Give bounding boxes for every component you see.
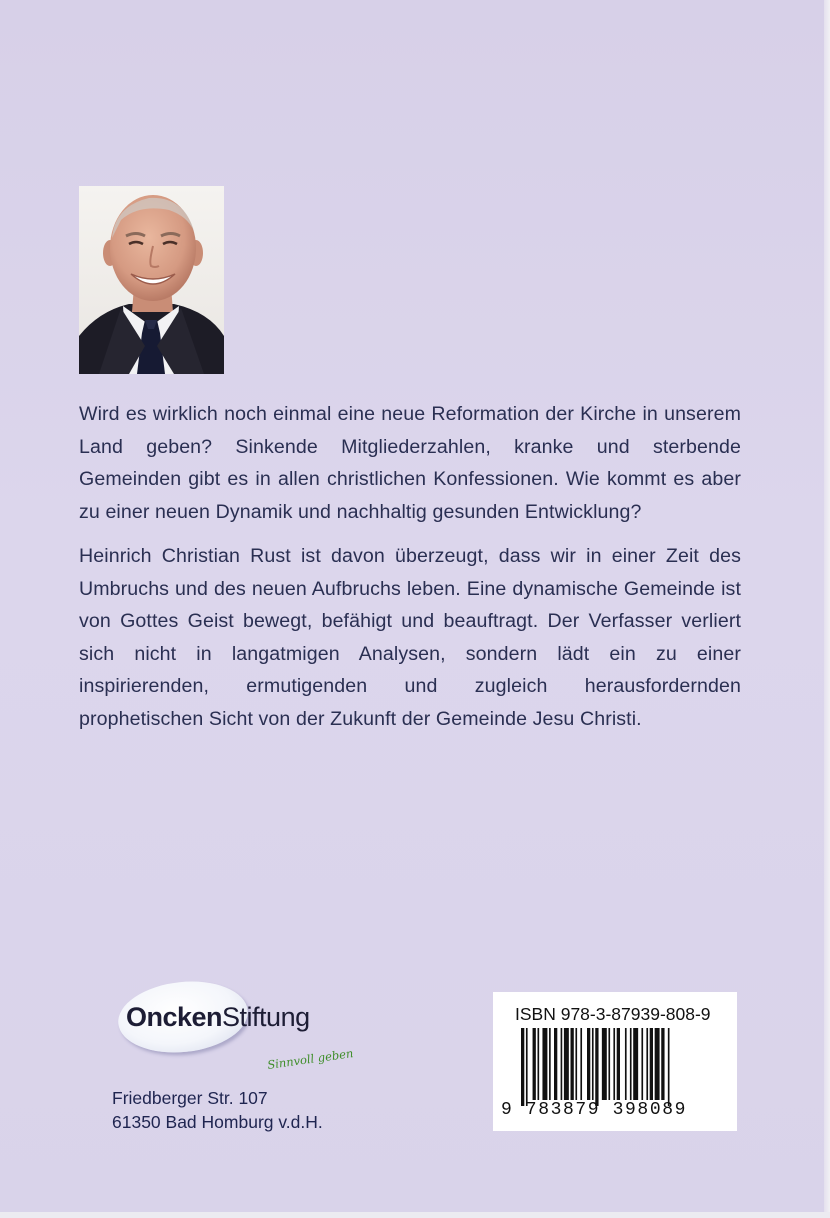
barcode-bar [646,1028,648,1100]
book-description [79,398,741,747]
barcode-bar [661,1028,664,1100]
barcode-bar [580,1028,582,1100]
description-paragraph-2: Heinrich Christian Rust ist davon überzeugt, dass wir in einer Zeit des Umbruchs und des neuen Aufbruchs leben. Eine dynamische Gemeinde ist von Gottes Geist bewegt, befähigt und beauftragt. Der Verfasser verliert sich nicht in langatmigen Analysen, sondern lädt ein zu einer inspirierenden, ermutigenden und zugleich herausfordernden prophetischen Sicht von der Zukunft der Gemeinde Jesu Christi. [79,545,741,730]
logo-bold-text: Oncken [126,1002,223,1032]
cover-edge-bottom [0,1212,830,1218]
logo-tagline: Sinnvoll geben [266,1046,355,1072]
barcode-bar [521,1028,524,1106]
barcode-bar [564,1028,569,1100]
author-photo [79,186,224,374]
barcode-bar [533,1028,536,1100]
logo-light-text: Stiftung [222,1002,310,1032]
isbn-barcode [493,992,737,1131]
barcode-bar [668,1028,670,1106]
barcode-bar [602,1028,607,1100]
logo-wordmark [126,1002,310,1033]
address-street: Friedberger Str. 107 [112,1088,268,1108]
barcode-bar [655,1028,660,1100]
barcode-bar [641,1028,643,1100]
barcode-bar [554,1028,557,1100]
barcode-bar [608,1028,610,1100]
barcode-bar [617,1028,620,1100]
barcode-bar [625,1028,627,1100]
barcode-bar [526,1028,528,1106]
barcode-bar [575,1028,577,1100]
cover-edge [824,0,830,1218]
barcode-bar [587,1028,590,1100]
barcode-bar [595,1028,598,1106]
barcode-bar [633,1028,638,1100]
barcode-bar [549,1028,551,1100]
barcode-digits: 9 783879 398089 [501,1100,688,1120]
publisher-address [112,1086,323,1134]
address-city: 61350 Bad Homburg v.d.H. [112,1112,323,1132]
publisher-logo [112,978,362,1072]
barcode-bars [521,1028,717,1106]
barcode-bar [571,1028,574,1100]
barcode-bar [561,1028,563,1100]
description-paragraph-1: Wird es wirklich noch einmal eine neue Reformation der Kirche in unserem Land geben? Sinkende Mitgliederzahlen, kranke und sterbende Gemeinden gibt es in allen christlichen Konfessionen. Wie kommt es aber zu einer neuen Dynamik und nachhaltig gesunden Entwicklung? [79,403,741,523]
barcode-bar [592,1028,594,1100]
barcode-bar [650,1028,653,1100]
barcode-bar [538,1028,540,1100]
barcode-bar [613,1028,615,1100]
isbn-label: ISBN 978-3-87939-808-9 [515,1004,711,1024]
barcode-bar [630,1028,632,1100]
barcode-bar [542,1028,547,1100]
